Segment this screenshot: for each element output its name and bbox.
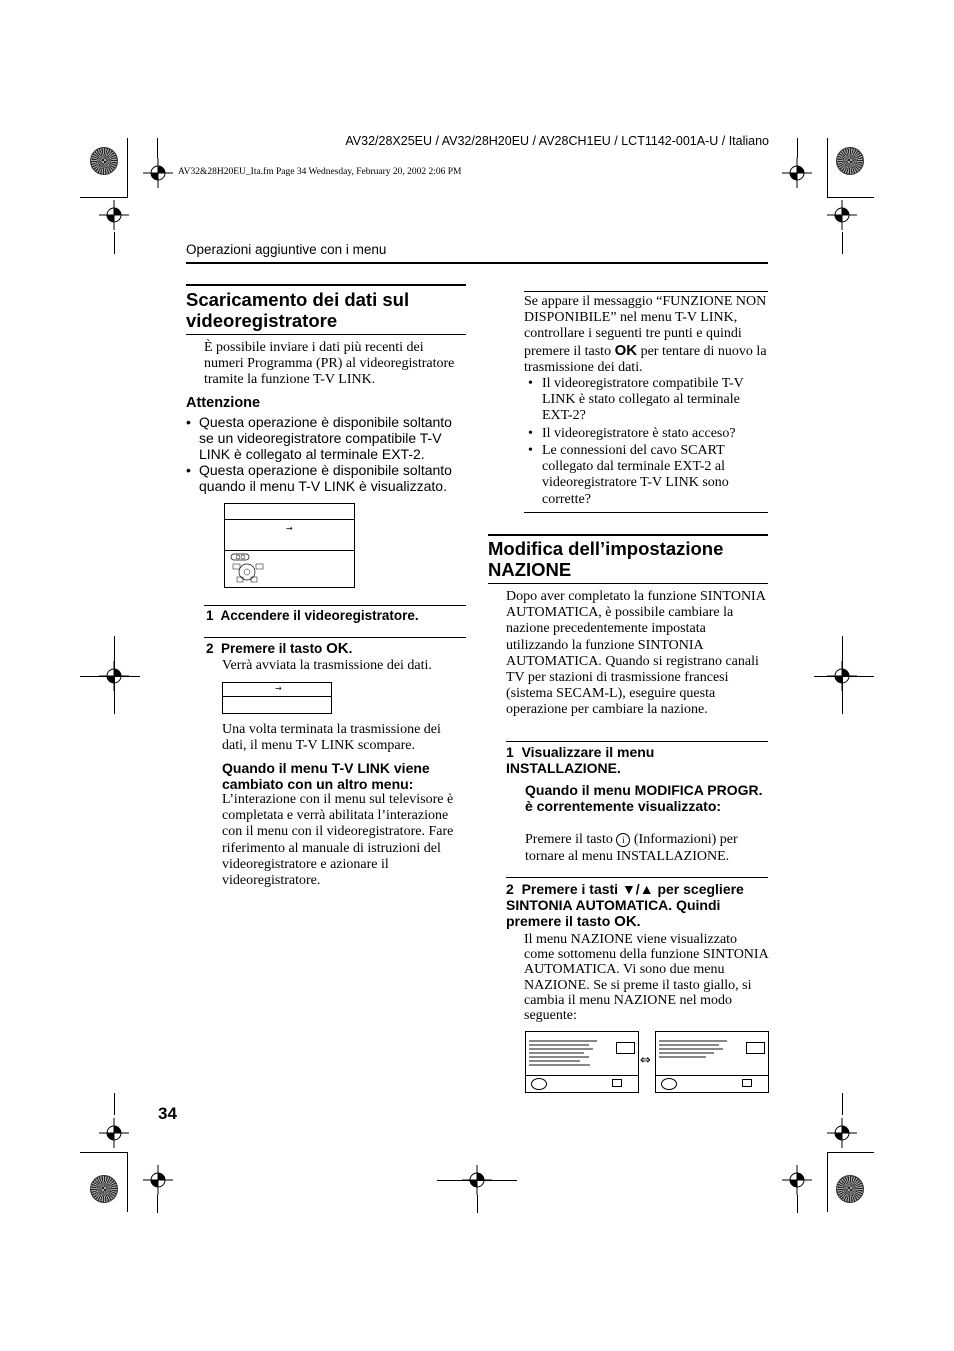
- nazione-menu-illustration-a: [525, 1031, 639, 1093]
- arrow-icon: →: [286, 524, 293, 533]
- error-intro: Se appare il messaggio “FUNZIONE NON DISPONIBILE” nel menu T-V LINK, controllare i seguenti tre punti e quindi premere il tasto OK per tentare di nuovo la trasmissione dei dati.: [524, 294, 767, 375]
- registration-mark-icon: [143, 1165, 173, 1195]
- registration-mark-icon: [99, 1118, 129, 1148]
- registration-mark-icon: [827, 1118, 857, 1148]
- attention-item: • Questa operazione è disponibile soltanto quando il menu T-V LINK è visualizzato.: [186, 462, 452, 494]
- remote-buttons-icon: [229, 553, 277, 585]
- check-item: • Il videoregistratore compatibile T-V LINK è stato collegato al terminale EXT-2?: [528, 376, 744, 424]
- nazione-intro: Dopo aver completato la funzione SINTONIA AUTOMATICA, è possibile cambiare la nazione precedentemente impostata utilizzando la funzione SINTONIA AUTOMATICA. Quando si registrano canali TV per stazioni di trasmissione francesi (sistema SECAM-L), eseguire questa operazione per cambiare la nazione.: [506, 589, 766, 718]
- info-icon: i: [616, 833, 630, 847]
- transmission-illustration: [222, 682, 332, 714]
- nazione-menu-illustration-b: [655, 1031, 769, 1093]
- file-info: AV32&28H20EU_Ita.fm Page 34 Wednesday, February 20, 2002 2:06 PM: [178, 167, 462, 177]
- attention-item: • Questa operazione è disponibile soltanto se un videoregistratore compatibile T-V LINK è collegato al terminale EXT-2.: [186, 414, 452, 462]
- tv-link-menu-illustration: [224, 503, 355, 588]
- up-down-arrow-icon: ▼/▲: [621, 881, 654, 897]
- ok-button-icon: OK: [326, 640, 349, 657]
- step-2-right: 2 Premere i tasti ▼/▲ per scegliere SINTONIA AUTOMATICA. Quindi premere il tasto OK.: [506, 881, 748, 930]
- registration-mark-icon: [827, 200, 857, 230]
- page-title: Scaricamento dei dati sul videoregistratore: [186, 289, 410, 331]
- registration-mark-icon: [782, 158, 812, 188]
- ok-button-icon: OK: [614, 341, 638, 359]
- color-rosette-icon: [90, 1175, 118, 1203]
- step-1-left: 1 Accendere il videoregistratore.: [206, 608, 419, 623]
- step-1-right: 1 Visualizzare il menu INSTALLAZIONE.: [506, 744, 659, 776]
- section-title-nazione: Modifica dell’impostazione NAZIONE: [488, 538, 724, 580]
- after-transmit-text: Una volta terminata la trasmissione dei dati, il menu T-V LINK scompare.: [222, 722, 441, 754]
- header-rule: [186, 262, 768, 264]
- step-2-desc-right: Il menu NAZIONE viene visualizzato come sottomenu della funzione SINTONIA AUTOMATICA. Vi sono due menu NAZIONE. Se si preme il tasto giallo, si cambia il menu NAZIONE nel modo seguente:: [524, 932, 768, 1024]
- intro-paragraph: È possibile inviare i dati più recenti dei numeri Programma (PR) al videoregistratore tramite la funzione T-V LINK.: [204, 340, 455, 388]
- color-rosette-icon: [836, 1175, 864, 1203]
- step-1-sub-text: Premere il tasto i (Informazioni) per tornare al menu INSTALLAZIONE.: [525, 832, 738, 864]
- step-2-left: 2 Premere il tasto OK.: [206, 640, 353, 657]
- color-rosette-icon: [836, 147, 864, 175]
- attention-heading: Attenzione: [186, 395, 261, 411]
- menu-changed-heading: Quando il menu T-V LINK viene cambiato con un altro menu:: [222, 760, 430, 792]
- arrow-icon: →: [275, 684, 282, 693]
- page-number: 34: [158, 1104, 177, 1123]
- section-header: Operazioni aggiuntive con i menu: [186, 242, 387, 257]
- registration-mark-icon: [143, 158, 173, 188]
- menu-changed-text: L’interazione con il menu sul televisore è completata e verrà abilitata l’interazione con il menu con il videoregistratore. Fare riferimento al manuale di istruzioni del videoregistratore e azionare il videoregistratore.: [222, 792, 454, 889]
- step-1-sub-heading: Quando il menu MODIFICA PROGR. è correntemente visualizzato:: [525, 782, 763, 814]
- check-item: • Le connessioni del cavo SCART collegato dal terminale EXT-2 al videoregistratore T-V LINK sono corrette?: [528, 443, 729, 507]
- model-line: AV32/28X25EU / AV32/28H20EU / AV28CH1EU / LCT1142-001A-U / Italiano: [345, 134, 769, 148]
- registration-mark-icon: [782, 1165, 812, 1195]
- color-rosette-icon: [90, 147, 118, 175]
- swap-arrow-icon: ⇔: [640, 1053, 651, 1068]
- check-item: • Il videoregistratore è stato acceso?: [528, 426, 736, 441]
- ok-button-icon: OK: [614, 913, 637, 930]
- step-2-desc: Verrà avviata la trasmissione dei dati.: [222, 658, 432, 673]
- registration-mark-icon: [99, 200, 129, 230]
